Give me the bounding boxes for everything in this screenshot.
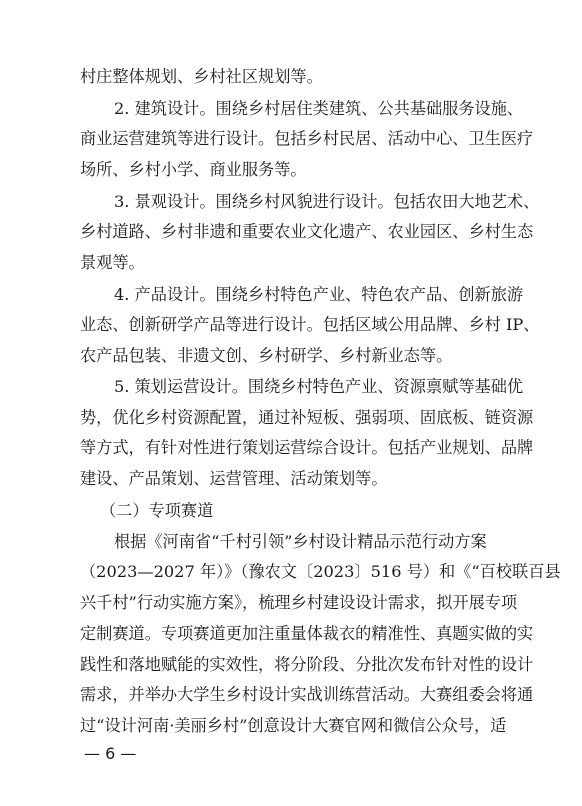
text-line: 建设、产品策划、运营管理、活动策划等。 bbox=[80, 469, 388, 488]
text-line: 乡村道路、乡村非遗和重要农业文化遗产、农业园区、乡村生态 bbox=[80, 222, 534, 241]
text-line: 景观等。 bbox=[80, 253, 145, 272]
text-line: 村庄整体规划、乡村社区规划等。 bbox=[80, 67, 323, 86]
text-line: 农产品包装、非遗文创、乡村研学、乡村新业态等。 bbox=[80, 346, 453, 365]
text-line: （2023—2027 年）》（豫农文〔2023〕516 号）和《“百校联百县 bbox=[80, 562, 561, 581]
text-line: 过“设计河南·美丽乡村”创意设计大赛官网和微信公众号，适 bbox=[80, 716, 507, 735]
text-line: 需求，并举办大学生乡村设计实战训练营活动。大赛组委会将通 bbox=[80, 685, 534, 704]
text-line: 业态、创新研学产品等进行设计。包括区域公用品牌、乡村 IP、 bbox=[80, 315, 540, 334]
text-line: 践性和落地赋能的实效性，将分阶段、分批次发布针对性的设计 bbox=[80, 655, 534, 674]
text-line: 兴千村”行动实施方案》，梳理乡村建设设计需求，拟开展专项 bbox=[80, 593, 518, 612]
text-line: 等方式，有针对性进行策划运营综合设计。包括产业规划、品牌 bbox=[80, 438, 534, 457]
page-number: — 6 — bbox=[84, 744, 137, 763]
text-line: 2. 建筑设计。围绕乡村居住类建筑、公共基础服务设施、 bbox=[114, 99, 524, 118]
text-line: 场所、乡村小学、商业服务等。 bbox=[80, 160, 307, 179]
text-line: 商业运营建筑等进行设计。包括乡村民居、活动中心、卫生医疗 bbox=[80, 129, 534, 148]
section-heading: （二）专项赛道 bbox=[100, 501, 214, 520]
text-line: 3. 景观设计。围绕乡村风貌进行设计。包括农田大地艺术、 bbox=[114, 192, 540, 211]
text-line: 5. 策划运营设计。围绕乡村特色产业、资源禀赋等基础优 bbox=[114, 377, 524, 396]
text-line: 根据《河南省“千村引领”乡村设计精品示范行动方案 bbox=[114, 532, 487, 551]
text-line: 势，优化乡村资源配置，通过补短板、强弱项、固底板、链资源 bbox=[80, 408, 534, 427]
text-line: 4. 产品设计。围绕乡村特色产业、特色农产品、创新旅游 bbox=[114, 285, 524, 304]
text-line: 定制赛道。专项赛道更加注重量体裁衣的精准性、真题实做的实 bbox=[80, 624, 534, 643]
